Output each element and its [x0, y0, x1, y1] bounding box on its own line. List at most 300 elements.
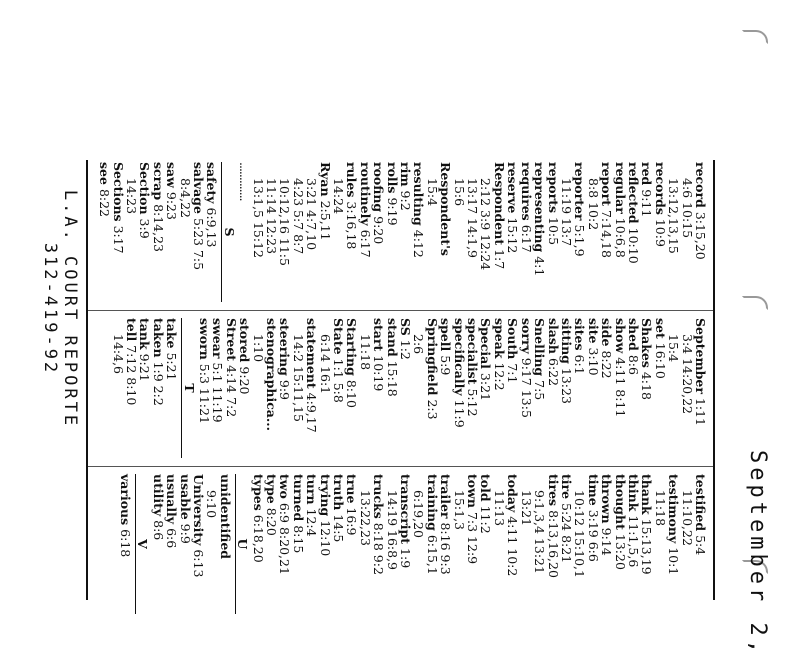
index-entry [694, 318, 707, 458]
index-term: sorry [518, 318, 534, 354]
index-entry [694, 162, 707, 302]
index-entry [372, 474, 385, 614]
index-term: records [652, 162, 668, 215]
page-line-refs: 6:1 [572, 354, 588, 375]
index-term: types [250, 474, 266, 511]
page-line-refs-continued: 8:8 10:2 [585, 178, 601, 231]
index-term: tell [123, 318, 139, 342]
page-line-refs: 8:15 [290, 525, 306, 554]
index-term: side [599, 318, 615, 347]
page-line-refs: 13:23 [558, 367, 574, 404]
index-entry [138, 318, 151, 458]
index-term: regular [612, 162, 628, 214]
index-entry [493, 162, 506, 302]
index-term: take [164, 318, 180, 349]
index-entry [278, 318, 291, 458]
index-term: turn [304, 474, 320, 505]
index-entry [198, 318, 211, 458]
page-line-refs: 8:22 [599, 350, 615, 379]
index-entry [613, 318, 626, 458]
index-term: tank [137, 318, 153, 350]
index-entry [305, 318, 318, 458]
page-line-refs-continued: 4:6 10:15 [679, 178, 695, 239]
page-line-refs: 8:14,23 [150, 204, 166, 253]
page-line-refs: 9:2 [398, 190, 414, 211]
index-entry [640, 474, 653, 614]
index-entry [653, 162, 666, 302]
index-entry [560, 318, 573, 458]
page-line-refs-continued: 9:1,3,4 13:21 [532, 490, 548, 574]
page-line-refs: 4:11 10:2 [505, 516, 521, 577]
index-entry [586, 318, 599, 458]
index-term: shed [625, 318, 641, 351]
page-line-refs-continued: 2:12 3:9 12:24 [478, 178, 494, 271]
index-term: utility [150, 474, 166, 517]
page-line-refs: 2:5,11 [317, 200, 333, 241]
index-term: truth [331, 474, 347, 511]
page-line-refs: 11:9 [451, 399, 467, 428]
index-term: Respondent [491, 162, 507, 246]
page-line-refs: 1:1 5:8 [331, 358, 347, 403]
index-entry [238, 318, 251, 458]
section-letter: U [235, 474, 249, 614]
page-line-refs-continued: 14:4,6 [110, 334, 126, 374]
page-line-refs-continued: 11:13 [491, 490, 507, 527]
page-line-refs: 2:3 [424, 399, 440, 420]
page-line-refs-continued: 4:23 5:7 8:7 [290, 178, 306, 255]
index-term: scrap [150, 162, 166, 201]
page-line-refs: 15:12 [505, 217, 521, 254]
index-entry [600, 318, 613, 458]
index-term: Section [137, 162, 153, 215]
index-term: rim [398, 162, 414, 187]
index-term: tire [558, 474, 574, 500]
page-line-refs: 10:9 [652, 218, 668, 247]
page-line-refs: 9:20 [237, 366, 253, 395]
index-entry [399, 474, 412, 614]
index-term: Special [478, 318, 494, 369]
index-term: safety [204, 162, 220, 204]
index-entry [399, 318, 412, 458]
page-line-refs: 5:24 8:21 [558, 503, 574, 564]
page-line-refs-continued: 13:1,5 15:12 [250, 178, 266, 258]
index-term: tires [545, 474, 561, 507]
index-entry [506, 318, 519, 458]
page-line-refs: 8:18 9:2 [371, 522, 387, 575]
index-term: trucks [371, 474, 387, 519]
page-line-refs: 10:6,8 [612, 217, 628, 258]
page-line-refs: 10:19 [371, 355, 387, 392]
index-term: resulting [411, 162, 427, 226]
page-line-refs-continued: 8:4,22 [177, 178, 193, 218]
index-term: representing [532, 162, 548, 253]
index-term: thank [639, 474, 655, 515]
index-term: reporter [572, 162, 588, 221]
page-line-refs: 4:14 7:2 [223, 365, 239, 418]
index-entry [640, 162, 653, 302]
page-line-refs: 1:2 [398, 339, 414, 360]
index-entry [640, 318, 653, 458]
index-entry [305, 474, 318, 614]
page-line-refs-continued: 15:4 [666, 334, 682, 363]
index-term: salvage [190, 162, 206, 214]
index-entry [151, 318, 164, 458]
index-term: rolls [384, 162, 400, 194]
page-line-refs: 12:10 [317, 520, 333, 557]
page-line-refs: 4:11 8:11 [612, 357, 628, 418]
index-term: Snelling [532, 318, 548, 377]
index-entry [192, 162, 205, 302]
index-entry [573, 162, 586, 302]
index-entry [205, 162, 218, 302]
page-line-refs: 15:18 [384, 360, 400, 397]
index-entry [211, 318, 224, 458]
index-term: transcript [398, 474, 414, 545]
page-line-refs: 7:5 [532, 380, 548, 401]
page-line-refs-continued: 3:4 14:20,22 [679, 334, 695, 414]
index-term: spell [438, 318, 454, 352]
page-line-refs-continued: 6:14 16:1 [317, 334, 333, 395]
page-line-refs: 5:21 [164, 352, 180, 381]
index-entry [332, 474, 345, 614]
index-term: slash [545, 318, 561, 355]
page-line-refs: 9:11 [639, 189, 655, 218]
reporter-phone: 312-419-92 [40, 242, 60, 376]
page-line-refs-continued: 11:18 [652, 490, 668, 527]
index-term: set [652, 318, 668, 339]
index-entry [119, 474, 132, 614]
index-term: reports [545, 162, 561, 214]
index-term: requires [518, 162, 534, 221]
page-line-refs: 5:9 [438, 355, 454, 376]
index-term: Springfield [424, 318, 440, 396]
index-entry [111, 162, 124, 302]
index-entry [251, 474, 264, 614]
index-entry [425, 474, 438, 614]
index-entry [125, 318, 138, 458]
index-entry [546, 474, 559, 614]
index-term: report [599, 162, 615, 206]
index-column-3 [119, 474, 707, 614]
index-entry [192, 474, 205, 614]
index-entry [178, 474, 191, 614]
reporter-footer [40, 0, 80, 618]
page-line-refs: 5:1 11:19 [210, 362, 226, 423]
page-line-refs-continued: 11:10,22 [679, 490, 695, 546]
index-entry [667, 474, 680, 614]
page-line-refs: 10:10 [625, 227, 641, 264]
index-term: two [277, 474, 293, 499]
page-line-refs-continued: 15:6 [451, 178, 467, 207]
index-term: sworn [196, 318, 212, 360]
index-entry [533, 318, 546, 458]
index-entry [165, 162, 178, 302]
page-line-refs: 8:22 [97, 188, 113, 218]
page-line-refs-continued: 13:12,13,15 [666, 178, 682, 254]
index-entry [627, 318, 640, 458]
index-entry [627, 474, 640, 614]
index-term: thrown [599, 474, 615, 524]
index-entry [332, 318, 345, 458]
index-entry [165, 318, 178, 458]
page-line-refs: 6:17 [518, 224, 534, 253]
page-line-refs: 3:16,18 [344, 201, 360, 250]
index-term: University [190, 474, 206, 546]
index-term: swear [210, 318, 226, 359]
index-term: type [264, 474, 279, 504]
page-line-refs: 3:10 [585, 347, 601, 376]
index-entry [385, 318, 398, 458]
index-entry [586, 474, 599, 614]
page-line-refs: 13:20 [612, 533, 628, 570]
page-line-refs: 9:9 [177, 523, 193, 544]
index-entry [345, 162, 358, 302]
page-line-refs: 9:23 [164, 191, 180, 220]
page-line-refs: 15:13,19 [639, 518, 655, 575]
page-line-refs-continued: 15:1,3 [451, 490, 467, 530]
index-entry [493, 318, 506, 458]
index-entry [358, 162, 371, 302]
index-entry [399, 162, 412, 302]
page-line-refs: 9:9 [277, 379, 293, 400]
index-entry [613, 162, 626, 302]
index-entry [439, 318, 452, 458]
page-line-refs: 7:12 8:10 [123, 345, 139, 406]
index-entry [466, 318, 479, 458]
page-line-refs: 6:18 [117, 529, 133, 558]
index-entry [439, 162, 452, 302]
page-line-refs: 16:9 [344, 507, 360, 536]
index-term: think [625, 474, 641, 512]
page-line-refs-continued: 10:12,16 11:5 [277, 178, 293, 266]
page-line-refs-continued: 11:19 13:7 [558, 178, 574, 247]
index-term: today [505, 474, 521, 513]
index-entry [372, 162, 385, 302]
page-line-refs: 12:2 [491, 362, 507, 391]
index-term: town [465, 474, 481, 508]
index-entry [506, 162, 519, 302]
page-line-refs: 6:22 [545, 358, 561, 387]
index-term: time [585, 474, 601, 506]
page-line-refs: 11:2 [478, 505, 494, 534]
page-line-refs: 1:11 [693, 397, 708, 427]
index-term: State [331, 318, 347, 355]
page-line-refs: 1:9 2:2 [150, 361, 166, 406]
page-line-refs: 4:18 [639, 371, 655, 400]
page-line-refs-continued: 14:24 [331, 178, 347, 215]
page-line-refs: 10:1 [666, 547, 682, 576]
index-term: Starting [344, 318, 360, 376]
page-line-refs: 3:15,20 [693, 211, 708, 260]
index-term: saw [164, 162, 180, 188]
page-line-refs: 6:9,13 [204, 207, 220, 248]
page-line-refs: 8:6 [150, 520, 166, 541]
page-line-refs: 7:14,18 [599, 209, 615, 258]
page-line-refs-continued: 11:14 12:23 [264, 178, 279, 255]
index-entry [151, 474, 164, 614]
index-term: Sections [110, 162, 126, 222]
index-entry [546, 318, 559, 458]
index-entry [138, 162, 151, 302]
index-term: see [97, 162, 113, 185]
index-term: reflected [625, 162, 641, 224]
index-entry [519, 162, 532, 302]
index-term: stenographica... [264, 318, 279, 431]
page-line-refs-continued: 15:4 [424, 178, 440, 207]
page-line-refs-continued: 13:22,23 [357, 490, 373, 546]
page-line-refs: 9:20 [371, 216, 387, 245]
index-entry [546, 162, 559, 302]
index-term: red [639, 162, 655, 186]
index-entry [694, 474, 707, 614]
page-line-refs: 4:1 [532, 256, 548, 277]
index-term: sitting [558, 318, 574, 364]
index-entry [519, 318, 532, 458]
index-entry [466, 474, 479, 614]
index-term: September [693, 318, 708, 394]
page-line-refs: 6:15,1 [424, 534, 440, 575]
index-entry [412, 162, 425, 302]
index-entry [533, 162, 546, 302]
index-term: Respondent's [438, 162, 454, 256]
page-line-refs: 8:6 [625, 354, 641, 375]
section-letter: V [135, 474, 149, 614]
index-term: show [612, 318, 628, 354]
index-entry [425, 318, 438, 458]
index-term: Ryan [317, 162, 333, 197]
page-line-refs: 6:9 8:20,21 [277, 502, 293, 575]
index-term: testimony [666, 474, 682, 544]
page-line-refs: 6:6 [164, 528, 180, 549]
index-term: turned [290, 474, 306, 522]
index-term: roofing [371, 162, 387, 213]
page-line-refs: 1:7 [491, 249, 507, 270]
page-line-refs: 9:19 [384, 197, 400, 226]
page-line-refs: 8:13,16,20 [545, 510, 561, 578]
page-line-refs: 3:21 [478, 372, 494, 401]
index-term: thought [612, 474, 628, 530]
page-line-refs: 8:16 9:3 [438, 522, 454, 575]
page-line-refs: 7:3 12:9 [465, 511, 481, 565]
page-line-refs: 6:17 [357, 229, 373, 258]
page-line-refs: 5:1,9 [572, 224, 588, 257]
page-line-refs: 11:1,5,6 [625, 515, 641, 568]
index-entry [479, 318, 492, 458]
index-term: specifically [451, 318, 467, 396]
index-entry [218, 474, 231, 614]
index-entry [479, 474, 492, 614]
index-entry [265, 318, 278, 458]
index-entry [385, 162, 398, 302]
page-line-refs: 6:13 [190, 549, 206, 578]
index-term: specialist [465, 318, 481, 385]
page-header-date: September 2, [745, 450, 770, 657]
index-entry [560, 474, 573, 614]
page-line-refs-continued: 9:10 [204, 490, 220, 519]
index-entry [345, 318, 358, 458]
page-line-refs-continued: 3:21 4:7,10 [304, 178, 320, 251]
page-line-refs: 8:20 [264, 507, 279, 536]
index-term: reserve [505, 162, 521, 214]
dotted-separator: ............. [237, 162, 253, 201]
index-term: South [505, 318, 521, 360]
registration-mark [742, 30, 768, 44]
index-entry [506, 474, 519, 614]
index-term: rules [344, 162, 360, 198]
index-term: unidentified [217, 474, 233, 560]
index-entry [439, 474, 452, 614]
registration-mark [742, 296, 768, 310]
reporter-name: L.A. COURT REPORTE [60, 189, 80, 429]
page-line-refs: 5:23 7:5 [190, 217, 206, 271]
index-entry [165, 474, 178, 614]
page-line-refs: 10:5 [545, 217, 561, 246]
index-entry [573, 318, 586, 458]
page-line-refs: 3:9 [137, 218, 153, 239]
index-term: testified [693, 474, 708, 532]
index-term: stored [237, 318, 253, 363]
page-line-refs: 4:9,17 [304, 392, 320, 433]
index-entry [265, 474, 278, 614]
page-line-refs-continued: 10:12 15:10,1 [572, 490, 588, 578]
index-term: steering [277, 318, 293, 376]
index-entry [372, 318, 385, 458]
index-term: record [693, 162, 708, 208]
index-entry [653, 318, 666, 458]
column-divider [88, 310, 713, 311]
section-letter: T [181, 318, 195, 458]
index-entry [291, 474, 304, 614]
page-line-refs-continued: 2:6 [411, 334, 427, 355]
index-term: SS [398, 318, 414, 336]
page-line-refs-continued: 13:17 14:1,9 [465, 178, 481, 258]
index-term: usually [164, 474, 180, 525]
index-entry [345, 474, 358, 614]
index-term: site [585, 318, 601, 344]
page-line-refs: 5:12 [465, 388, 481, 417]
index-term: trying [317, 474, 333, 517]
index-term: training [424, 474, 440, 531]
index-entry [278, 474, 291, 614]
index-term: told [478, 474, 494, 502]
index-term: true [344, 474, 360, 504]
index-entry [600, 474, 613, 614]
page-line-refs: 3:17 [110, 225, 126, 254]
index-entry [600, 162, 613, 302]
index-entry [613, 474, 626, 614]
index-term: statement [304, 318, 320, 389]
page-line-refs: 7:1 [505, 363, 521, 384]
index-term: stand [384, 318, 400, 357]
index-term: Shakes [639, 318, 655, 368]
index-column-1 [98, 162, 707, 302]
page-line-refs-continued: 1:10 [250, 334, 266, 363]
page-line-refs-continued: 14:23 [123, 178, 139, 215]
page-line-refs: 8:10 [344, 379, 360, 408]
page-line-refs: 6:18,20 [250, 514, 266, 563]
page-line-refs: 14:5 [331, 514, 347, 543]
page-line-refs: 9:17 13:5 [518, 357, 534, 418]
index-term: taken [150, 318, 166, 358]
page-line-refs: 12:4 [304, 508, 320, 537]
page-line-refs: 5:3 11:21 [196, 363, 212, 424]
index-entry [151, 162, 164, 302]
page-line-refs-continued: 6:19,20 [411, 490, 427, 538]
section-letter: S [221, 162, 235, 302]
page-line-refs-continued: 13:21 [518, 490, 534, 527]
column-divider [88, 466, 713, 467]
page-line-refs: 1:9 [398, 548, 414, 569]
